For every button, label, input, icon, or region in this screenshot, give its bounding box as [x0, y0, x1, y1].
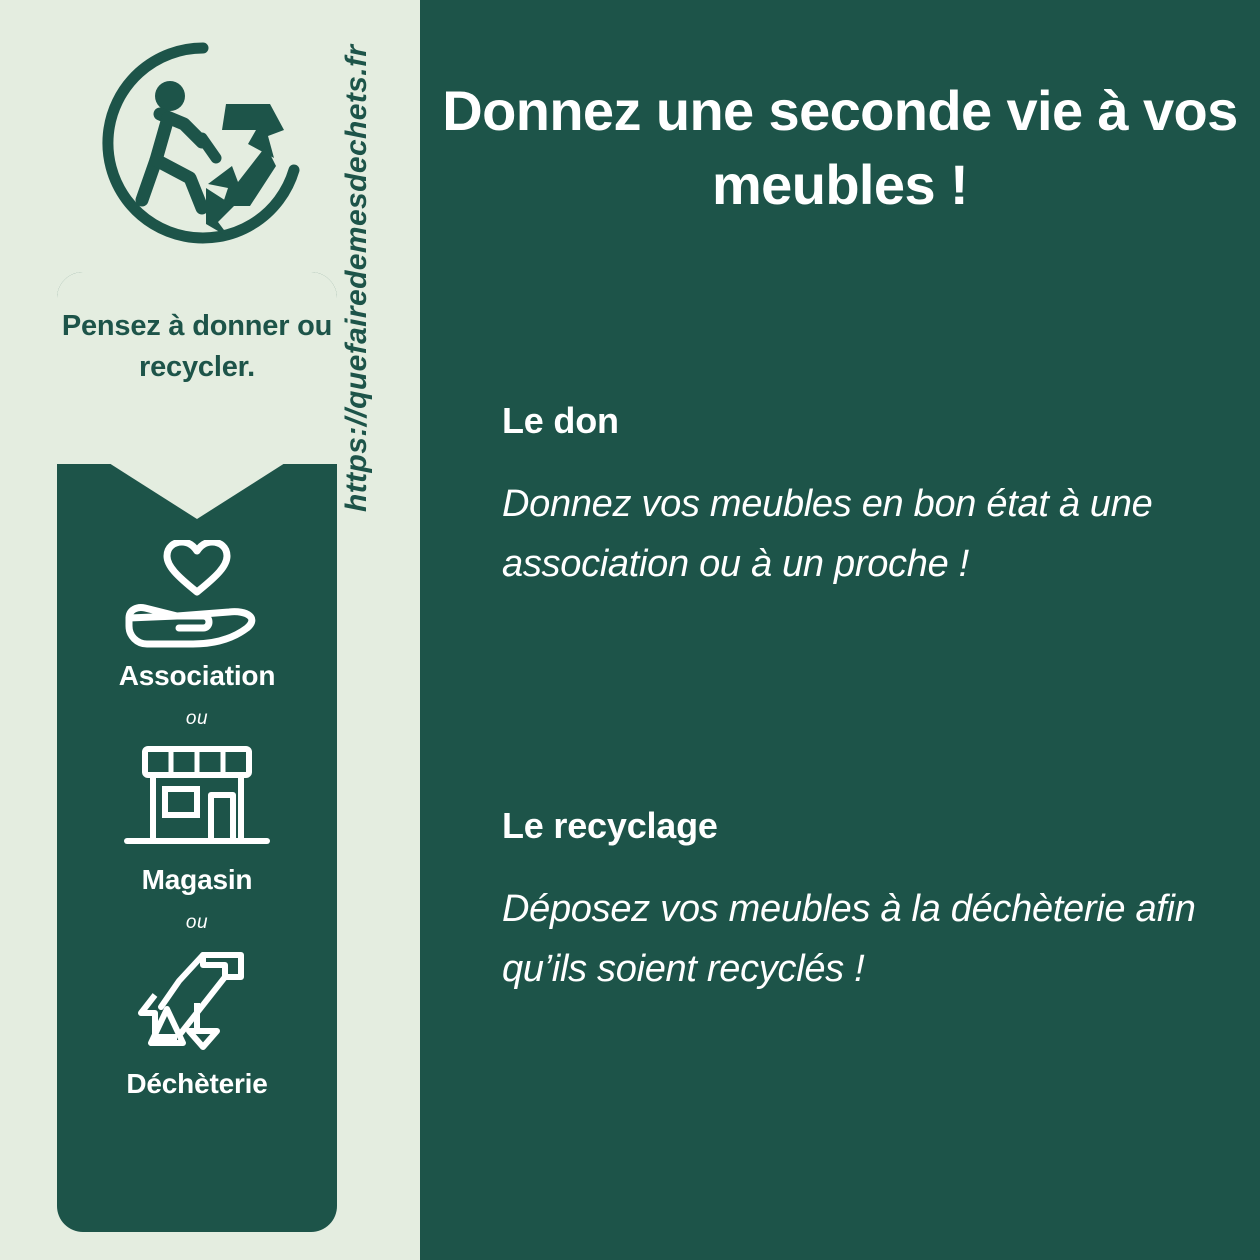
- website-url[interactable]: https://quefairedemesdechets.fr: [340, 44, 373, 512]
- callout-arrow: [109, 463, 285, 519]
- step-label-magasin: Magasin: [141, 864, 253, 895]
- step-separator-1: ou: [185, 708, 209, 729]
- callout-text: Pensez à donner ou recycler.: [61, 310, 333, 384]
- right-panel: [420, 0, 1260, 1260]
- step-separator-2: ou: [185, 912, 209, 933]
- callout-card: [57, 272, 337, 494]
- step-association: [57, 540, 337, 692]
- step-magasin: [57, 744, 337, 896]
- section-le-recyclage: [502, 805, 1222, 999]
- recycling-person-icon: [98, 38, 308, 248]
- left-panel: [0, 0, 420, 1260]
- steps-list: [57, 540, 337, 1102]
- recycling-center-icon: [57, 948, 337, 1056]
- step-label-association: Association: [118, 660, 276, 691]
- section-le-don: [502, 400, 1222, 594]
- section-body-don: Donnez vos meubles en bon état à une association ou à un proche !: [502, 483, 1153, 586]
- store-icon: [57, 744, 337, 852]
- hand-heart-icon: [57, 540, 337, 648]
- step-label-dechterie: Déchèterie: [126, 1068, 268, 1099]
- page-title: Donnez une seconde vie à vos meubles !: [442, 79, 1238, 217]
- step-dechterie: [57, 948, 337, 1100]
- section-body-recyclage: Déposez vos meubles à la déchèterie afin qu’ils soient recyclés !: [502, 888, 1196, 991]
- section-title-recyclage: Le recyclage: [502, 805, 718, 846]
- section-title-don: Le don: [502, 400, 619, 441]
